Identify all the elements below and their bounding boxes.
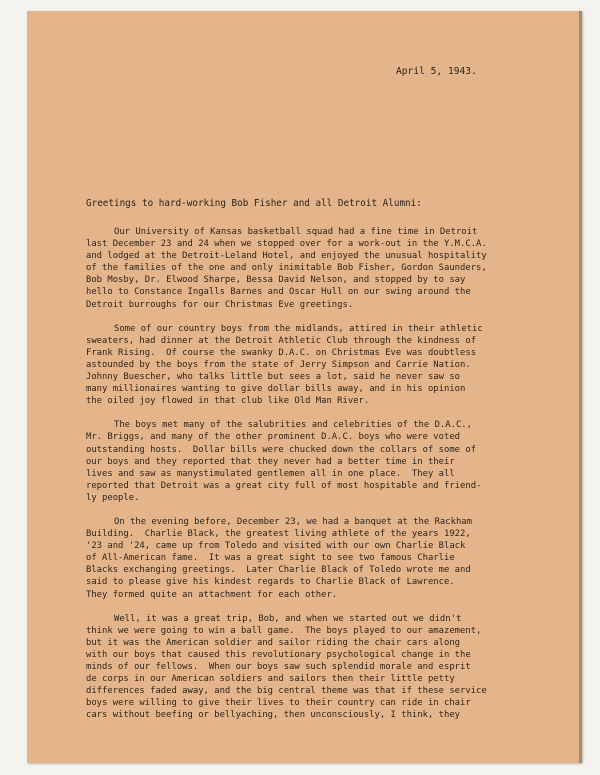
text-line: Building. Charlie Black, the greatest living athlete of the years 1922,: [86, 529, 471, 540]
text-line: hello to Constance Ingalls Barnes and Oscar Hull on our swing around the: [86, 287, 471, 298]
paragraph-3: [86, 419, 556, 504]
text-line: Mr. Briggs, and many of the other prominent D.A.C. boys who were voted: [86, 432, 461, 443]
text-line: outstanding hosts. Dollar bills were chucked down the collars of some of: [86, 444, 477, 455]
text-line: of All-American fame. It was a great sight to see two famous Charlie: [86, 553, 455, 564]
page-edge-shadow: [579, 11, 582, 763]
text-line: astounded by the boys from the state of Jerry Simpson and Carrie Nation.: [86, 359, 471, 370]
text-line: reported that Detroit was a great city full of most hospitable and friend-: [86, 480, 482, 491]
letter-greeting: Greetings to hard-working Bob Fisher and all Detroit Alumni:: [86, 198, 422, 209]
text-line: Frank Rising. Of course the swanky D.A.C. on Christmas Eve was doubtless: [86, 347, 477, 358]
text-line: On the evening before, December 23, we had a banquet at the Rackham: [114, 516, 472, 527]
text-line: said to please give his kindest regards to Charlie Black of Lawrence.: [86, 577, 455, 588]
text-line: Detroit burroughs for our Christmas Eve greetings.: [86, 299, 354, 310]
paragraph-2: [86, 323, 556, 408]
paragraph-1: [86, 226, 556, 311]
text-line: de corps in our American soldiers and sailors then their little petty: [86, 674, 455, 685]
text-line: many millionaires wanting to give dollar bills away, and in his opinion: [86, 384, 466, 395]
text-line: Bob Mosby, Dr. Elwood Sharpe, Bessa David Nelson, and stopped by to say: [86, 275, 466, 286]
text-line: but it was the American soldier and sailor riding the chair cars along: [86, 637, 461, 648]
text-line: with our boys that caused this revolutionary psychological change in the: [86, 649, 471, 660]
paragraph-4: [86, 516, 556, 601]
text-line: sweaters, had dinner at the Detroit Athletic Club through the kindness of: [86, 335, 477, 346]
text-line: Johnny Buescher, who talks little but sees a lot, said he never saw so: [86, 372, 461, 383]
text-line: Our University of Kansas basketball squad had a fine time in Detroit: [114, 227, 478, 237]
text-line: last December 23 and 24 when we stopped over for a work-out in the Y.M.C.A.: [86, 239, 487, 250]
text-line: differences faded away, and the big central theme was that if these service: [86, 686, 487, 697]
text-line: and lodged at the Detroit-Leland Hotel, and enjoyed the unusual hospitality: [86, 251, 487, 262]
text-line: Well, it was a great trip, Bob, and when we started out we didn't: [114, 613, 462, 624]
text-line: Blacks exchanging greetings. Later Charlie Black of Toledo wrote me and: [86, 565, 471, 576]
letter-body: [86, 226, 556, 733]
letter-date: April 5, 1943.: [396, 66, 477, 77]
text-line: minds of our fellows. When our boys saw such splendid morale and esprit: [86, 662, 471, 672]
text-line: our boys and they reported that they never had a better time in their: [86, 456, 455, 467]
text-line: of the families of the one and only inimitable Bob Fisher, Gordon Saunders,: [86, 263, 487, 274]
text-line: lives and saw as manystimulated gentlemen all in one place. They all: [86, 468, 455, 479]
text-line: ly people.: [86, 492, 140, 503]
text-line: cars without beefing or bellyaching, then unconsciously, I think, they: [86, 710, 461, 721]
text-line: the oiled joy flowed in that club like Old Man River.: [86, 396, 370, 407]
text-line: They formed quite an attachment for each other.: [86, 589, 338, 600]
paragraph-5: [86, 613, 556, 722]
text-line: boys were willing to give their lives to their country can ride in chair: [86, 698, 471, 709]
text-line: Some of our country boys from the midlands, attired in their athletic: [114, 323, 483, 334]
text-line: think we were going to win a ball game. The boys played to our amazement,: [86, 625, 482, 636]
text-line: The boys met many of the salubrities and celebrities of the D.A.C.,: [114, 420, 472, 431]
text-line: '23 and '24, came up from Toledo and visited with our own Charlie Black: [86, 541, 466, 552]
